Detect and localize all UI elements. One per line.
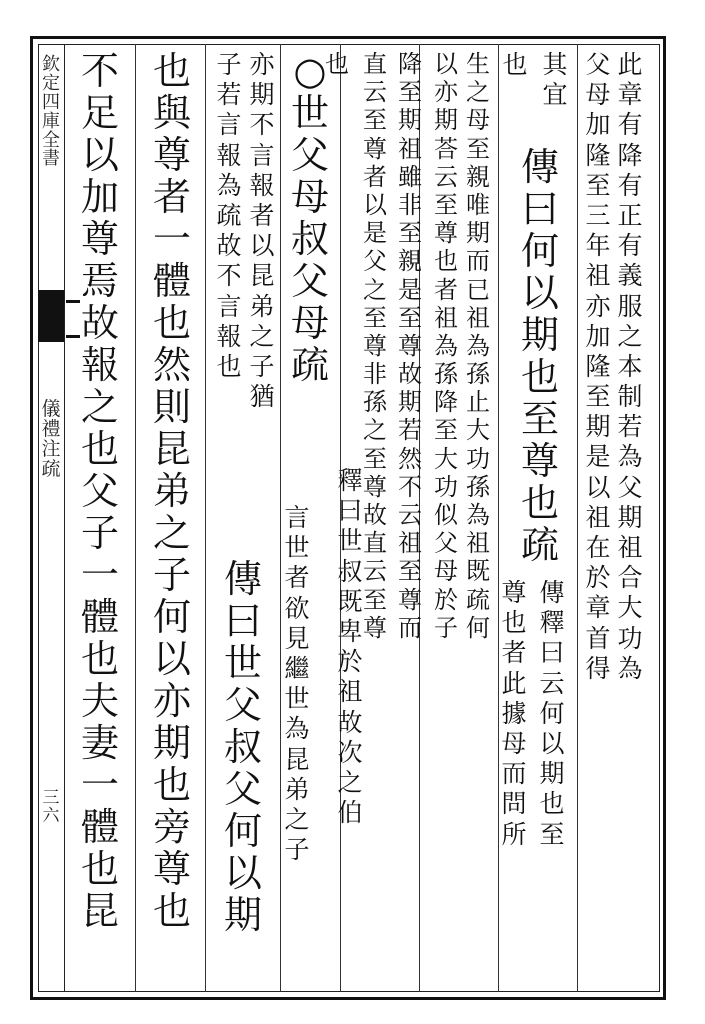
- text-column: 傳 曰 何 以 期 也 至 尊 也 疏: [520, 148, 559, 567]
- book-title: 儀 禮 注 疏: [41, 398, 61, 480]
- text-column: 尊 也 者 此 據 母 而 問 所: [501, 580, 527, 849]
- text-column: 其 宜: [542, 52, 568, 110]
- text-column: 此 章 有 降 有 正 有 義 服 之 本 制 若 為 父 期 祖 合 大 功 為: [617, 52, 643, 683]
- page-number: 三 六: [42, 788, 60, 826]
- text-column: 傳 曰 世 父 叔 父 何 以 期: [223, 560, 262, 937]
- text-column: ○ 世 父 母 叔 父 母 疏: [290, 52, 329, 387]
- text-column: 降 至 期 祖 雖 非 至 親 是 至 尊 故 期 若 然 不 云 祖 至 尊 而: [398, 52, 422, 642]
- text-column: 也 與 尊 者 一 體 也 然 則 昆 弟 之 子 何 以 亦 期 也 旁 尊 也: [152, 52, 191, 933]
- text-column: 生 之 母 至 親 唯 期 而 已 祖 為 孫 止 大 功 孫 為 祖 既 疏 何: [466, 52, 490, 642]
- text-column: 子 若 言 報 為 疏 故 不 言 報 也: [216, 52, 242, 381]
- text-column: 直 云 至 尊 者 以 是 父 之 至 尊 非 孫 之 至 尊 故 直 云 至 尊: [363, 52, 387, 642]
- text-column: 父 母 加 隆 至 三 年 祖 亦 加 隆 至 期 是 以 祖 在 於 章 首 得: [585, 52, 611, 683]
- text-column: 也: [502, 52, 528, 79]
- edge-title: 欽 定 四 庫 全 書: [42, 54, 60, 170]
- margin-divider: [64, 44, 65, 992]
- column-rule: [135, 44, 136, 992]
- column-rule: [205, 44, 206, 992]
- text-column: 言 世 者 欲 見 繼 世 為 昆 弟 之 子: [284, 505, 310, 865]
- column-rule: [280, 44, 281, 992]
- text-column: 亦 期 不 言 報 者 以 昆 弟 之 子 猶: [249, 52, 275, 412]
- text-column: 也: [325, 52, 349, 78]
- fish-tail-mark: [38, 290, 64, 342]
- text-column: 釋 曰 世 叔 既 卑 於 祖 故 次 之 伯: [337, 468, 363, 828]
- text-column: 以 亦 期 荅 云 至 尊 也 者 祖 為 孫 降 至 大 功 似 父 母 於 子: [434, 52, 458, 642]
- text-column: 傳 釋 曰 云 何 以 期 也 至: [539, 580, 565, 849]
- column-rule: [577, 44, 578, 992]
- text-column: 不 足 以 加 尊 焉 故 報 之 也 父 子 一 體 也 夫 妻 一 體 也 昆: [80, 52, 119, 933]
